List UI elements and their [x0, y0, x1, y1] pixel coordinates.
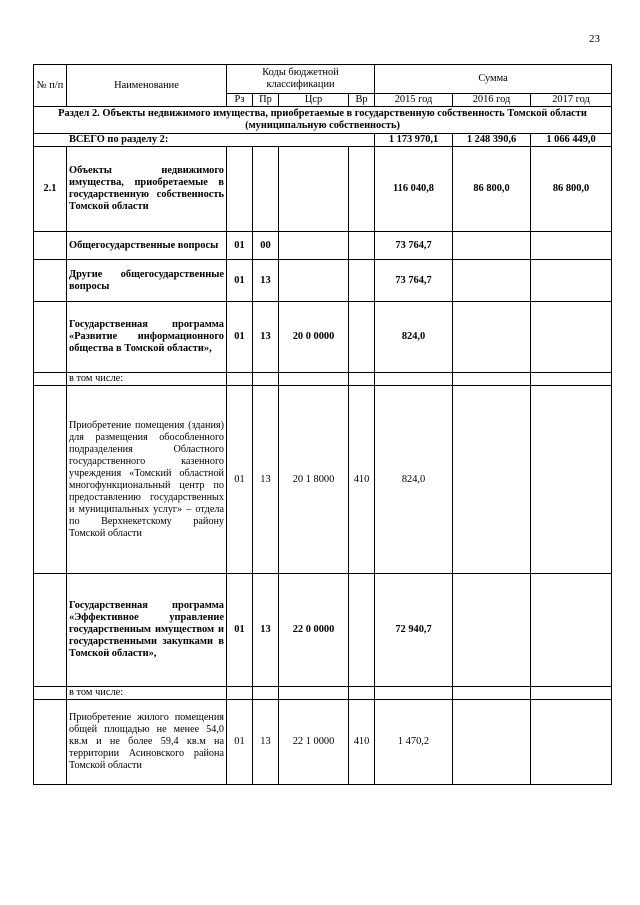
total-label: ВСЕГО по разделу 2:	[34, 134, 375, 147]
row-2017	[531, 574, 612, 687]
row-vr: 410	[349, 700, 375, 785]
row-csr: 20 0 0000	[279, 302, 349, 373]
table-row	[34, 147, 612, 232]
table-row	[34, 386, 612, 574]
row-rz: 01	[227, 700, 253, 785]
row-rz: 01	[227, 574, 253, 687]
table-row	[34, 687, 612, 700]
row-name: в том числе:	[67, 373, 227, 386]
row-2015: 824,0	[375, 302, 453, 373]
row-rz	[227, 687, 253, 700]
budget-table	[33, 64, 612, 785]
row-2017	[531, 232, 612, 260]
row-num	[34, 574, 67, 687]
row-name: Объекты недвижимого имущества, приобретаемые в государственную собственность Томской области	[67, 147, 227, 232]
row-2017	[531, 687, 612, 700]
table-row	[34, 260, 612, 302]
row-2017: 86 800,0	[531, 147, 612, 232]
row-2016	[453, 232, 531, 260]
row-csr	[279, 260, 349, 302]
row-rz	[227, 147, 253, 232]
row-2015: 824,0	[375, 386, 453, 574]
section-title: Раздел 2. Объекты недвижимого имущества, приобретаемые в государственную собственность Томской области (муниципальную собственность)	[34, 107, 612, 134]
row-2016	[453, 574, 531, 687]
header-pr: Пр	[253, 94, 279, 107]
row-2016	[453, 687, 531, 700]
header-csr: Цср	[279, 94, 349, 107]
total-2015: 1 173 970,1	[375, 134, 453, 147]
row-2016	[453, 700, 531, 785]
row-rz: 01	[227, 302, 253, 373]
row-pr	[253, 373, 279, 386]
header-2016: 2016 год	[453, 94, 531, 107]
table-row	[34, 574, 612, 687]
row-2016	[453, 260, 531, 302]
row-2015: 116 040,8	[375, 147, 453, 232]
row-name: Государственная программа «Эффективное управление государственным имуществом и государственными закупками в Томской области»,	[67, 574, 227, 687]
row-rz: 01	[227, 386, 253, 574]
row-name: Другие общегосударственные вопросы	[67, 260, 227, 302]
total-2017: 1 066 449,0	[531, 134, 612, 147]
row-2016: 86 800,0	[453, 147, 531, 232]
row-2016	[453, 373, 531, 386]
row-2017	[531, 302, 612, 373]
row-csr	[279, 147, 349, 232]
row-2017	[531, 700, 612, 785]
row-2017	[531, 260, 612, 302]
row-num	[34, 232, 67, 260]
row-num	[34, 260, 67, 302]
row-num	[34, 386, 67, 574]
row-pr: 13	[253, 574, 279, 687]
row-vr	[349, 687, 375, 700]
header-num: № п/п	[34, 65, 67, 107]
row-2015	[375, 373, 453, 386]
row-pr: 13	[253, 700, 279, 785]
row-2017	[531, 386, 612, 574]
row-rz	[227, 373, 253, 386]
row-2016	[453, 302, 531, 373]
row-csr: 20 1 8000	[279, 386, 349, 574]
row-2015: 73 764,7	[375, 260, 453, 302]
row-pr: 13	[253, 260, 279, 302]
row-num	[34, 687, 67, 700]
row-name: Государственная программа «Развитие информационного общества в Томской области»,	[67, 302, 227, 373]
header-vr: Вр	[349, 94, 375, 107]
row-2015: 73 764,7	[375, 232, 453, 260]
row-csr: 22 1 0000	[279, 700, 349, 785]
row-pr: 00	[253, 232, 279, 260]
row-rz: 01	[227, 260, 253, 302]
row-vr	[349, 302, 375, 373]
page-number: 23	[589, 33, 600, 45]
header-name: Наименование	[67, 65, 227, 107]
row-name: Общегосударственные вопросы	[67, 232, 227, 260]
section-row	[34, 107, 612, 134]
row-pr: 13	[253, 386, 279, 574]
row-pr: 13	[253, 302, 279, 373]
row-rz: 01	[227, 232, 253, 260]
row-2016	[453, 386, 531, 574]
row-pr	[253, 147, 279, 232]
row-name: в том числе:	[67, 687, 227, 700]
row-vr	[349, 373, 375, 386]
row-csr	[279, 373, 349, 386]
header-2017: 2017 год	[531, 94, 612, 107]
table-row	[34, 232, 612, 260]
row-vr: 410	[349, 386, 375, 574]
row-pr	[253, 687, 279, 700]
row-num	[34, 302, 67, 373]
total-2016: 1 248 390,6	[453, 134, 531, 147]
row-name: Приобретение жилого помещения общей площадью не менее 54,0 кв.м и не более 59,4 кв.м на территории Асиновского района Томской области	[67, 700, 227, 785]
table-row	[34, 700, 612, 785]
row-csr	[279, 687, 349, 700]
header-2015: 2015 год	[375, 94, 453, 107]
table-row	[34, 302, 612, 373]
row-csr: 22 0 0000	[279, 574, 349, 687]
row-num: 2.1	[34, 147, 67, 232]
row-num	[34, 373, 67, 386]
header-rz: Рз	[227, 94, 253, 107]
row-2015: 72 940,7	[375, 574, 453, 687]
header-sum: Сумма	[375, 65, 612, 94]
row-csr	[279, 232, 349, 260]
row-2017	[531, 373, 612, 386]
row-2015: 1 470,2	[375, 700, 453, 785]
row-vr	[349, 147, 375, 232]
table-row	[34, 373, 612, 386]
row-vr	[349, 574, 375, 687]
row-num	[34, 700, 67, 785]
row-2015	[375, 687, 453, 700]
total-row	[34, 134, 612, 147]
row-name: Приобретение помещения (здания) для размещения обособленного подразделения Областного государственного казенного учреждения «Томский областной многофункциональный центр по предоставлению государственных и муниципальных услуг» – отдела по Верхнекетскому району Томской области	[67, 386, 227, 574]
row-vr	[349, 260, 375, 302]
row-vr	[349, 232, 375, 260]
header-codes: Коды бюджетной классификации	[227, 65, 375, 94]
header-row-top	[34, 65, 612, 94]
